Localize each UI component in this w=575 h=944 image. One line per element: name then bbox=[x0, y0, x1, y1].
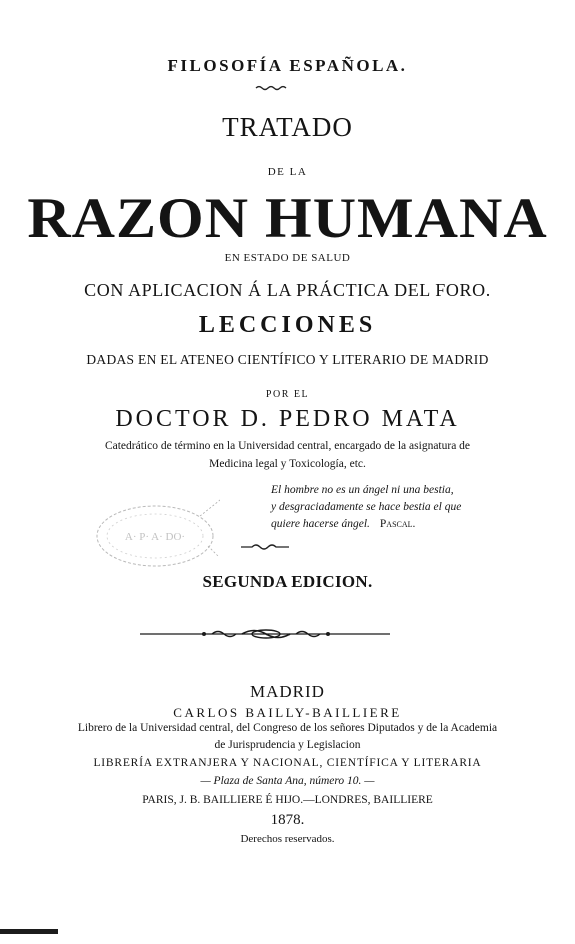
epigraph-attribution: Pascal. bbox=[379, 518, 416, 530]
author-name: DOCTOR D. PEDRO MATA bbox=[115, 406, 460, 432]
epigraph-line-3-wrap bbox=[271, 516, 461, 533]
series-title: FILOSOFÍA ESPAÑOLA. bbox=[167, 56, 408, 75]
wavy-ornament-top bbox=[255, 84, 289, 92]
author-affiliation-line-1: Catedrático de término en la Universidad central, encargado de la asignatura de bbox=[104, 440, 471, 452]
main-title: RAZON HUMANA bbox=[27, 186, 548, 250]
imprint-line-1: Librero de la Universidad central, del Congreso de los señores Diputados y de la Academia bbox=[77, 722, 498, 734]
epigraph bbox=[271, 482, 461, 533]
treatise-label: TRATADO bbox=[222, 112, 353, 142]
author-affiliation-line-2: Medicina legal y Toxicología, etc. bbox=[209, 458, 366, 470]
epigraph-line-3: quiere hacerse ángel. bbox=[271, 518, 370, 530]
subtitle-estado: EN ESTADO DE SALUD bbox=[224, 252, 351, 264]
by-label: POR EL bbox=[265, 389, 310, 400]
venue-line: DADAS EN EL ATENEO CIENTÍFICO Y LITERARIO DE MADRID bbox=[86, 352, 489, 367]
imprint-branches: PARIS, J. B. BAILLIERE É HIJO.—LONDRES, BAILLIERE bbox=[142, 794, 433, 806]
publication-year: 1878. bbox=[270, 812, 305, 828]
epigraph-line-1: El hombre no es un ángel ni una bestia, bbox=[271, 484, 454, 496]
de-la-label: DE LA bbox=[267, 166, 308, 178]
imprint-address: — Plaza de Santa Ana, número 10. — bbox=[200, 775, 375, 787]
page-edge-mark bbox=[0, 929, 58, 934]
library-stamp bbox=[90, 496, 220, 576]
small-ornament-middle bbox=[240, 543, 290, 551]
epigraph-line-2: y desgraciadamente se hace bestia el que bbox=[271, 501, 462, 513]
decorative-rule bbox=[140, 627, 390, 641]
imprint-line-2: de Jurisprudencia y Legislacion bbox=[214, 739, 361, 751]
rights-notice: Derechos reservados. bbox=[240, 833, 335, 845]
imprint-line-3: LIBRERÍA EXTRANJERA Y NACIONAL, CIENTÍFICA Y LITERARIA bbox=[93, 757, 482, 769]
lecciones-heading: LECCIONES bbox=[198, 312, 377, 338]
stamp-text: A· P· A· DO· bbox=[124, 531, 186, 543]
publication-city: MADRID bbox=[250, 682, 325, 701]
publisher-name: CARLOS BAILLY-BAILLIERE bbox=[173, 705, 402, 720]
edition-label: SEGUNDA EDICION. bbox=[202, 572, 373, 591]
subtitle-aplicacion: CON APLICACION Á LA PRÁCTICA DEL FORO. bbox=[84, 280, 491, 300]
